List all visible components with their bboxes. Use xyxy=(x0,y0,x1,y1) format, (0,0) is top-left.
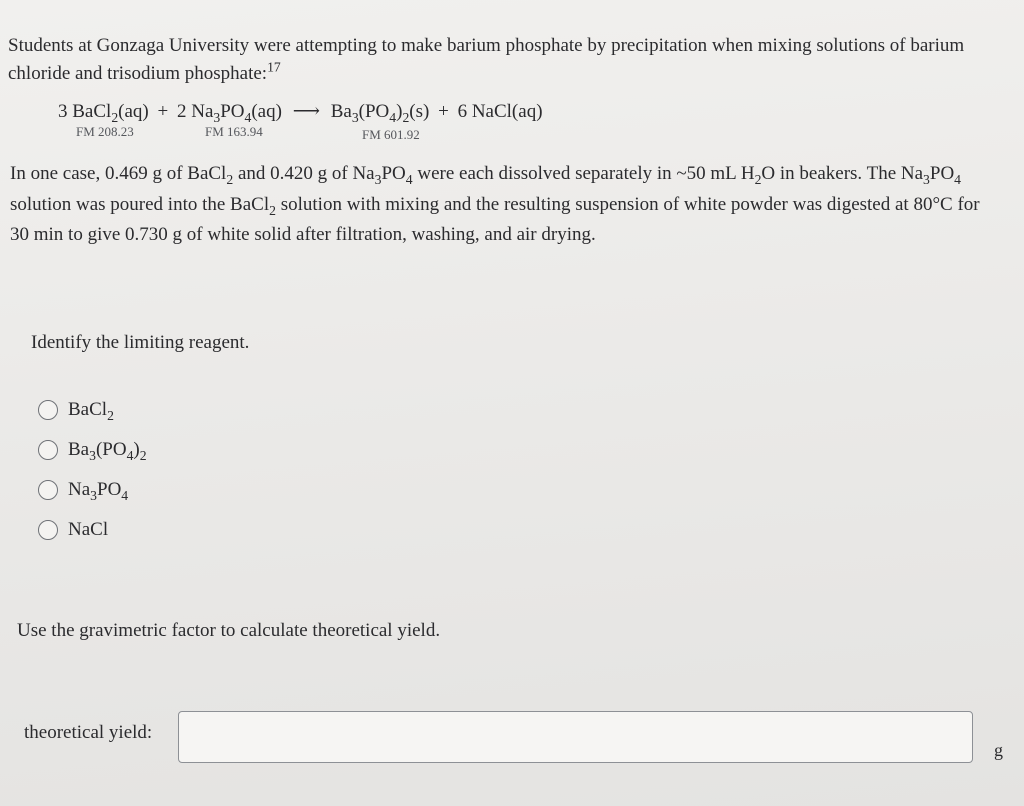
limiting-reagent-question: Identify the limiting reagent. xyxy=(31,332,250,353)
plus-sign: + xyxy=(438,101,449,122)
radio-button[interactable] xyxy=(38,520,58,540)
option-bacl2[interactable] xyxy=(38,396,147,424)
unit-label: g xyxy=(994,740,1003,760)
radio-button[interactable] xyxy=(38,440,58,460)
formula-mass-ba3po42: FM 601.92 xyxy=(362,127,420,142)
radio-button[interactable] xyxy=(38,400,58,420)
reaction-equation xyxy=(58,100,543,123)
footnote-marker: 17 xyxy=(267,59,281,75)
intro-text-2: chloride and trisodium phosphate: xyxy=(8,63,268,84)
option-label: $Na_3PO_4$ xyxy=(68,479,129,503)
option-nacl[interactable] xyxy=(38,516,147,544)
formula-mass-bacl2: FM 208.23 xyxy=(76,124,134,139)
limiting-reagent-options xyxy=(38,396,147,544)
option-label: $Ba_3(PO_4)_2$ xyxy=(68,439,147,463)
radio-button[interactable] xyxy=(38,480,58,500)
theoretical-yield-input[interactable] xyxy=(178,711,973,763)
product-barium-phosphate: $Ba_3(PO_4)_2(s)$ xyxy=(330,101,430,125)
theoretical-yield-question: Use the gravimetric factor to calculate theoretical yield. xyxy=(17,620,441,641)
reactant-trisodium-phosphate: 2 $Na_3PO_4(aq)$ xyxy=(176,101,282,125)
formula-mass-na3po4: FM 163.94 xyxy=(205,124,263,139)
problem-line-3: 30 min to give 0.730 g of white solid after filtration, washing, and air drying. xyxy=(10,224,596,245)
option-label: BaCl$_2$ xyxy=(68,399,114,423)
option-label: NaCl xyxy=(68,519,109,540)
plus-sign: + xyxy=(157,101,169,122)
theoretical-yield-label: theoretical yield: xyxy=(24,722,153,743)
problem-line-1: In one case, 0.469 g of BaCl$_2$ and 0.420 g of $Na_3PO_4$ were each dissolved separately in ~50 mL $H_2O$ in beakers. The $Na_3PO_4$ xyxy=(10,163,962,187)
intro-line-2 xyxy=(8,60,281,88)
option-ba3po42[interactable] xyxy=(38,436,147,464)
intro-line-1 xyxy=(8,32,964,60)
product-sodium-chloride: 6 NaCl(aq) xyxy=(457,101,543,122)
option-na3po4[interactable] xyxy=(38,476,147,504)
intro-text-1: Students at Gonzaga University were attempting to make barium phosphate by precipitation when mixing solutions of barium xyxy=(8,35,965,56)
reaction-arrow: ⟶ xyxy=(292,101,320,122)
reactant-barium-chloride: 3 BaCl$_2$(aq) xyxy=(58,101,149,125)
problem-line-2: solution was poured into the BaCl$_2$ solution with mixing and the resulting suspension of white powder was digested at 80°C for xyxy=(10,194,980,218)
